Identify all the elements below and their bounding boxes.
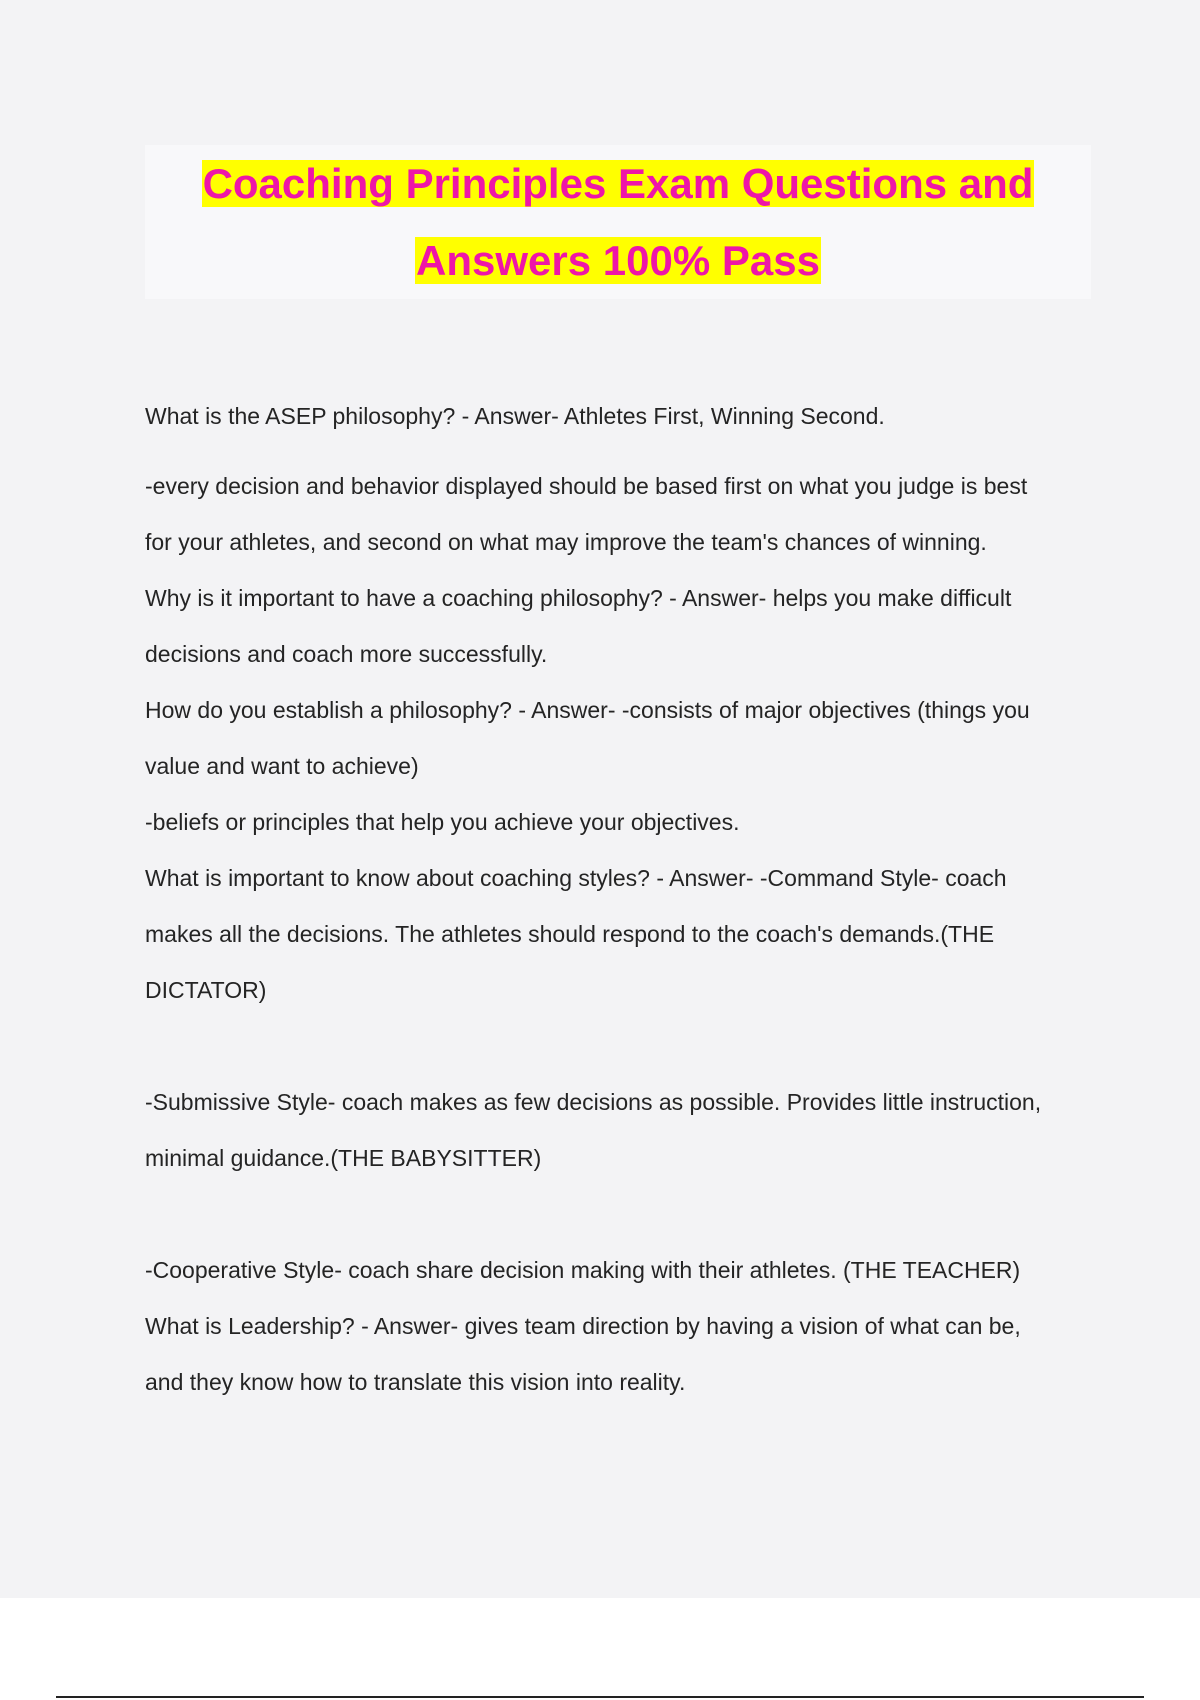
- text-line: What is the ASEP philosophy? - Answer- Athletes First, Winning Second.: [145, 403, 885, 429]
- text-line: -every decision and behavior displayed should be based first on what you judge is best: [145, 473, 1028, 499]
- text-line: minimal guidance.(THE BABYSITTER): [145, 1145, 542, 1171]
- blank-line: [145, 1186, 1095, 1242]
- text-line: What is important to know about coaching styles? - Answer- -Command Style- coach: [145, 865, 1007, 891]
- title-block: [145, 145, 1091, 299]
- text-line: -Submissive Style- coach makes as few decisions as possible. Provides little instruction,: [145, 1089, 1042, 1115]
- title-text-1: Coaching Principles Exam Questions and: [202, 160, 1034, 207]
- text-line: -Cooperative Style- coach share decision making with their athletes. (THE TEACHER): [145, 1257, 1021, 1283]
- text-line: DICTATOR): [145, 977, 267, 1003]
- text-line: and they know how to translate this vision into reality.: [145, 1369, 686, 1395]
- text-line: Why is it important to have a coaching philosophy? - Answer- helps you make difficult: [145, 585, 1012, 611]
- title-text-2: Answers 100% Pass: [416, 237, 820, 284]
- title-line-1: [145, 145, 1091, 222]
- footer-divider: [56, 1696, 1144, 1698]
- qa-content: [145, 402, 1095, 1410]
- text-line: makes all the decisions. The athletes should respond to the coach's demands.(THE: [145, 921, 995, 947]
- text-line: decisions and coach more successfully.: [145, 641, 548, 667]
- text-line: How do you establish a philosophy? - Answer- -consists of major objectives (things you: [145, 697, 1030, 723]
- title-line-2: [145, 222, 1091, 299]
- text-line: -beliefs or principles that help you achieve your objectives.: [145, 809, 740, 835]
- text-line: What is Leadership? - Answer- gives team direction by having a vision of what can be,: [145, 1313, 1021, 1339]
- blank-line: [145, 1018, 1095, 1074]
- text-line: for your athletes, and second on what may improve the team's chances of winning.: [145, 529, 987, 555]
- text-line: value and want to achieve): [145, 753, 419, 779]
